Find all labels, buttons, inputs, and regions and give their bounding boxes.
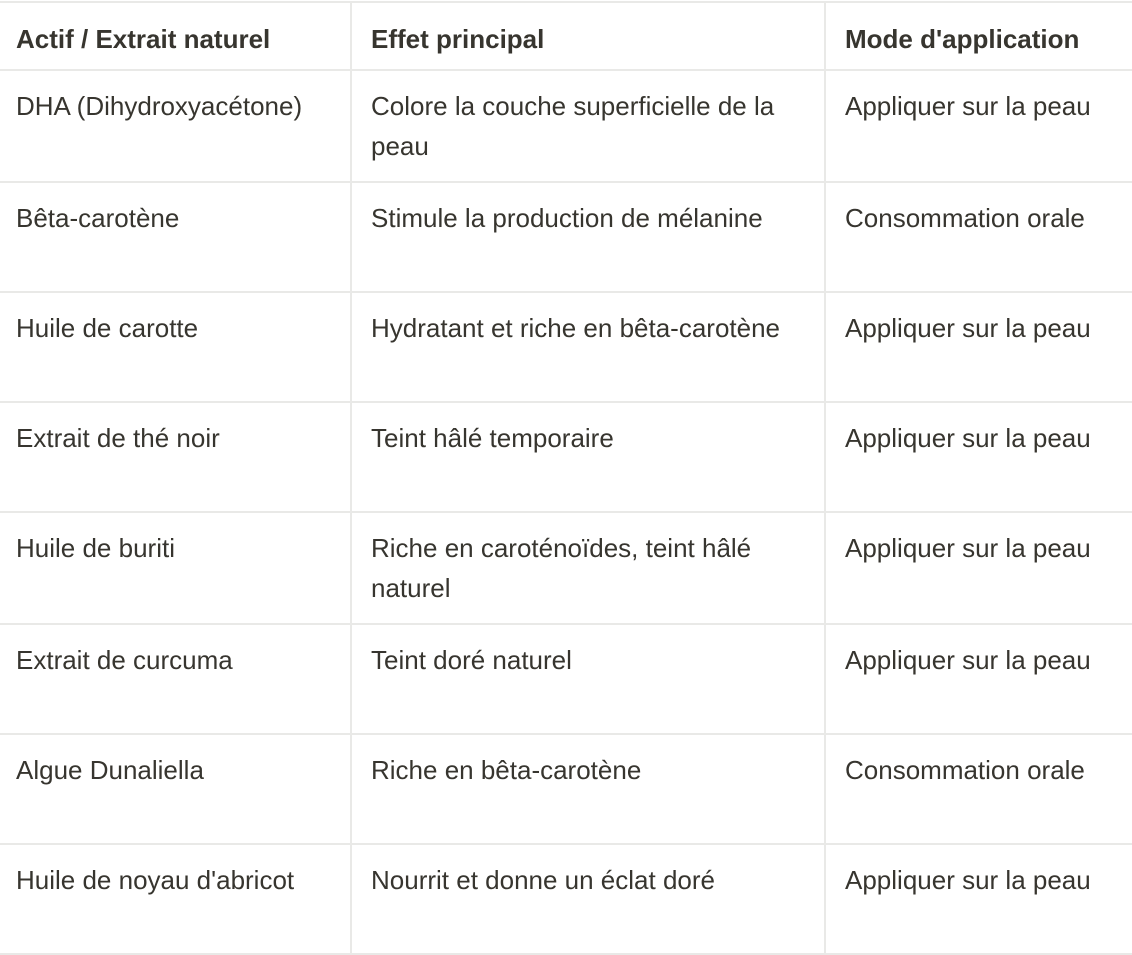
cell-mode: Appliquer sur la peau xyxy=(825,70,1132,182)
cell-actif: Huile de noyau d'abricot xyxy=(0,844,351,954)
table-body xyxy=(0,70,1132,954)
cell-effet: Riche en bêta-carotène xyxy=(351,734,825,844)
table-row xyxy=(0,402,1132,512)
cell-actif: Extrait de thé noir xyxy=(0,402,351,512)
column-header-effet: Effet principal xyxy=(351,2,825,70)
table-row xyxy=(0,292,1132,402)
table-row xyxy=(0,182,1132,292)
cell-effet: Riche en caroténoïdes, teint hâlé naturel xyxy=(351,512,825,624)
cell-effet: Hydratant et riche en bêta-carotène xyxy=(351,292,825,402)
cell-mode: Appliquer sur la peau xyxy=(825,512,1132,624)
cell-effet: Teint doré naturel xyxy=(351,624,825,734)
cell-mode: Appliquer sur la peau xyxy=(825,402,1132,512)
cell-actif: Algue Dunaliella xyxy=(0,734,351,844)
cell-effet: Stimule la production de mélanine xyxy=(351,182,825,292)
cell-mode: Appliquer sur la peau xyxy=(825,844,1132,954)
table-row xyxy=(0,624,1132,734)
cell-mode: Consommation orale xyxy=(825,182,1132,292)
column-header-actif: Actif / Extrait naturel xyxy=(0,2,351,70)
cell-actif: Huile de buriti xyxy=(0,512,351,624)
cell-actif: DHA (Dihydroxyacétone) xyxy=(0,70,351,182)
header-row xyxy=(0,2,1132,70)
table-row xyxy=(0,70,1132,182)
cell-actif: Huile de carotte xyxy=(0,292,351,402)
cell-effet: Teint hâlé temporaire xyxy=(351,402,825,512)
table-row xyxy=(0,512,1132,624)
column-header-mode: Mode d'application xyxy=(825,2,1132,70)
cell-mode: Appliquer sur la peau xyxy=(825,292,1132,402)
table-header xyxy=(0,2,1132,70)
cell-actif: Bêta-carotène xyxy=(0,182,351,292)
cell-mode: Consommation orale xyxy=(825,734,1132,844)
cell-effet: Nourrit et donne un éclat doré xyxy=(351,844,825,954)
table-row xyxy=(0,734,1132,844)
ingredients-table xyxy=(0,1,1132,955)
cell-effet: Colore la couche superficielle de la peau xyxy=(351,70,825,182)
cell-mode: Appliquer sur la peau xyxy=(825,624,1132,734)
table-row xyxy=(0,844,1132,954)
cell-actif: Extrait de curcuma xyxy=(0,624,351,734)
